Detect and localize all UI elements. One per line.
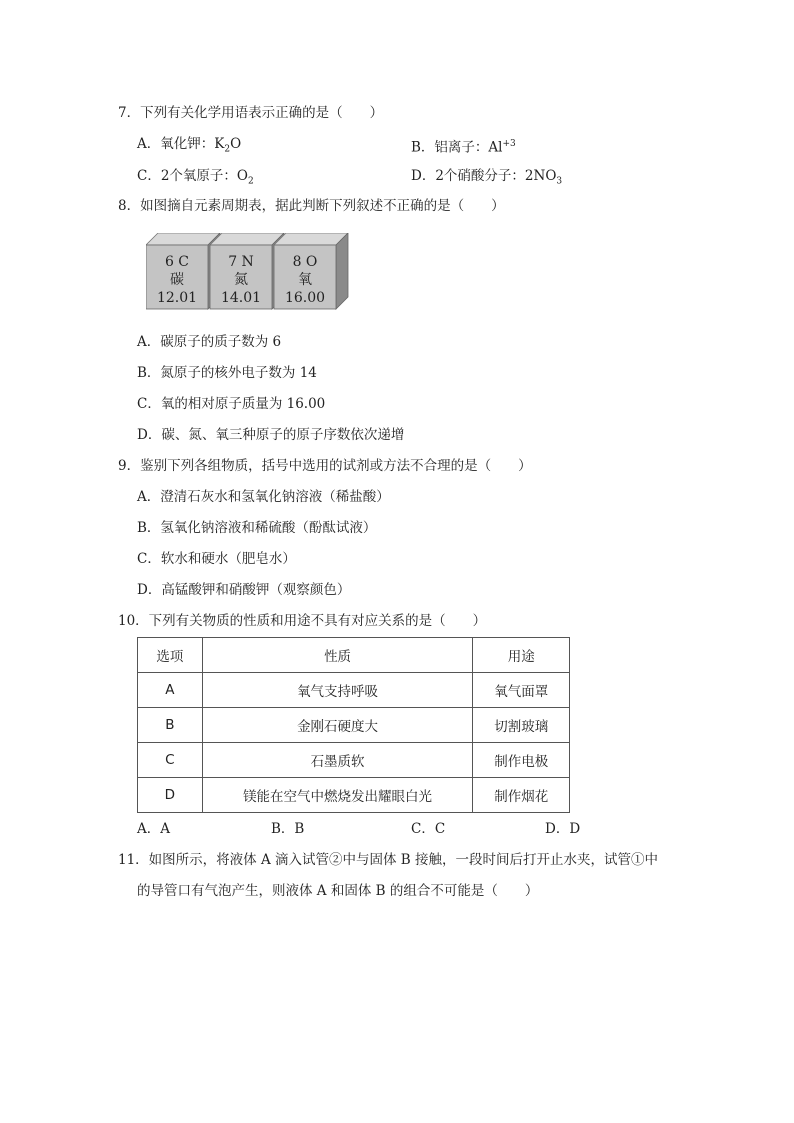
table-row bbox=[138, 708, 570, 743]
table-row bbox=[138, 743, 570, 778]
carbon-mass: 12.01 bbox=[156, 290, 198, 306]
table-row bbox=[138, 778, 570, 813]
q10-answer-a: A．A bbox=[137, 821, 170, 837]
table-cell: 氧气面罩 bbox=[473, 673, 570, 708]
nitrogen-name: 氮 bbox=[234, 272, 248, 288]
q8-option-a: A．碳原子的质子数为 6 bbox=[137, 334, 282, 350]
table-cell: 氧气支持呼吸 bbox=[202, 673, 473, 708]
table-cell: A bbox=[138, 673, 203, 708]
header-property: 性质 bbox=[202, 638, 473, 673]
q11-stem-line-2: 的导管口有气泡产生，则液体 A 和固体 B 的组合不可能是（ ） bbox=[137, 883, 539, 899]
q10-answer-d: D．D bbox=[545, 821, 581, 837]
nitrogen-mass: 14.01 bbox=[220, 290, 262, 306]
q8-option-c: C．氧的相对原子质量为 16.00 bbox=[137, 396, 326, 412]
q8-option-b: B．氮原子的核外电子数为 14 bbox=[137, 365, 317, 381]
q7-option-a: A．氧化钾：$K_2O$ bbox=[137, 136, 242, 155]
q7-option-d: D．2个硝酸分子：$2NO_3$ bbox=[411, 168, 563, 187]
q10-answer-b: B．B bbox=[271, 821, 305, 837]
q10-answer-c: C．C bbox=[411, 821, 446, 837]
table-cell: 镁能在空气中燃烧发出耀眼白光 bbox=[202, 778, 473, 813]
element-cell-oxygen bbox=[274, 233, 348, 309]
q9-option-b: B．氢氧化钠溶液和稀硫酸（酚酞试液） bbox=[137, 520, 377, 536]
q9-option-a: A．澄清石灰水和氢氧化钠溶液（稀盐酸） bbox=[137, 489, 390, 505]
oxygen-name: 氧 bbox=[298, 272, 312, 288]
q8-option-d: D．碳、氮、氧三种原子的原子序数依次递增 bbox=[137, 427, 405, 443]
q9-option-d: D．高锰酸钾和硝酸钾（观察颜色） bbox=[137, 582, 351, 598]
table-cell: B bbox=[138, 708, 203, 743]
properties-table bbox=[137, 637, 570, 813]
q9-stem: 9．鉴别下列各组物质，括号中选用的试剂或方法不合理的是（ ） bbox=[118, 458, 532, 474]
nitrogen-head: 7 N bbox=[228, 254, 254, 270]
carbon-name: 碳 bbox=[170, 272, 184, 288]
q7-option-b: B．铝离子：$Al^{+3}$ bbox=[411, 139, 516, 156]
table-cell: 石墨质软 bbox=[202, 743, 473, 778]
q8-stem: 8．如图摘自元素周期表，据此判断下列叙述不正确的是（ ） bbox=[118, 198, 505, 214]
table-row bbox=[138, 673, 570, 708]
table-header-row bbox=[138, 638, 570, 673]
q7-option-c: C．2个氧原子：$O_2$ bbox=[137, 168, 254, 187]
q7-stem: 7．下列有关化学用语表示正确的是（ ） bbox=[118, 105, 384, 121]
q9-option-c: C．软水和硬水（肥皂水） bbox=[137, 551, 296, 567]
table-cell: C bbox=[138, 743, 203, 778]
header-option: 选项 bbox=[138, 638, 203, 673]
table-cell: D bbox=[138, 778, 203, 813]
periodic-table-cells-figure bbox=[146, 233, 356, 313]
table-cell: 金刚石硬度大 bbox=[202, 708, 473, 743]
element-cell-nitrogen bbox=[210, 233, 284, 309]
carbon-head: 6 C bbox=[164, 254, 190, 270]
table-cell: 制作烟花 bbox=[473, 778, 570, 813]
table-cell: 切割玻璃 bbox=[473, 708, 570, 743]
header-use: 用途 bbox=[473, 638, 570, 673]
q10-stem: 10．下列有关物质的性质和用途不具有对应关系的是（ ） bbox=[118, 613, 487, 629]
table-cell: 制作电极 bbox=[473, 743, 570, 778]
element-cell-carbon bbox=[146, 233, 220, 309]
oxygen-head: 8 O bbox=[292, 254, 318, 270]
oxygen-mass: 16.00 bbox=[284, 290, 326, 306]
q11-stem-line-1: 11．如图所示，将液体 A 滴入试管②中与固体 B 接触，一段时间后打开止水夹，试管①中 bbox=[118, 852, 659, 868]
